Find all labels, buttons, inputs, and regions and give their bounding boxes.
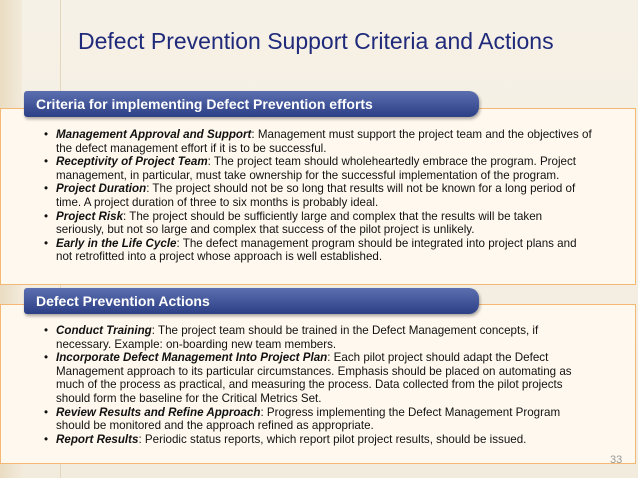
item-text: : Each pilot project should adapt the Defect Management approach to its particular circumstances. Emphasis should be placed on automating as much of the process as practical, and measuring the process. Data collected from the pilot projects should form the baseline for the Critical Metrics Set. — [56, 351, 572, 405]
list-item — [44, 182, 592, 209]
item-term: Receptivity of Project Team — [56, 155, 208, 169]
list-item — [44, 128, 592, 155]
bullet-icon: • — [44, 432, 49, 446]
item-text: : The defect management program should be integrated into project plans and not retrofitted into a project whose approach is well established. — [56, 236, 577, 264]
bullet-icon: • — [44, 351, 49, 365]
bullet-icon: • — [44, 182, 49, 196]
item-term: Report Results — [56, 432, 139, 446]
list-item — [44, 324, 592, 351]
bullet-icon: • — [44, 236, 49, 250]
item-term: Incorporate Defect Management Into Project Plan — [56, 351, 328, 365]
list-item — [44, 433, 592, 447]
item-text: : The project should not be so long that results will not be known for a long period of time. A project duration of three to six months is probably ideal. — [56, 182, 576, 209]
slide-title: Defect Prevention Support Criteria and Actions — [78, 28, 554, 54]
list-item — [44, 351, 592, 405]
item-term: Project Duration — [56, 182, 147, 196]
bullet-icon: • — [44, 209, 49, 223]
actions-heading: Defect Prevention Actions — [24, 288, 479, 314]
bullet-icon: • — [44, 155, 49, 169]
item-text: : Progress implementing the Defect Management Program should be monitored and the approach refined as appropriate. — [56, 405, 561, 433]
item-text: : Management must support the project team and the objectives of the defect management effort if it is to be successful. — [56, 128, 592, 155]
bullet-icon: • — [44, 324, 49, 337]
item-text: : The project team should wholeheartedly embrace the program. Project management, in particular, must take ownership for the successful implementation of the program. — [56, 155, 577, 182]
list-item — [44, 210, 592, 237]
item-text: : The project should be sufficiently large and complex that the results will be taken seriously, but not so large and complex that success of the pilot project is unlikely. — [56, 209, 543, 237]
list-item — [44, 237, 592, 264]
actions-list — [44, 324, 592, 446]
list-item — [44, 406, 592, 433]
list-item — [44, 155, 592, 182]
item-term: Review Results and Refine Approach — [56, 405, 261, 419]
bullet-icon: • — [44, 405, 49, 419]
page-number: 33 — [610, 454, 623, 466]
criteria-heading: Criteria for implementing Defect Prevention efforts — [24, 91, 479, 117]
criteria-list — [44, 128, 592, 264]
bullet-icon: • — [44, 128, 49, 141]
item-term: Early in the Life Cycle — [56, 236, 177, 250]
item-text: : The project team should be trained in the Defect Management concepts, if necessary. Example: on-boarding new team members. — [56, 324, 539, 351]
item-term: Conduct Training — [56, 324, 152, 337]
item-term: Management Approval and Support — [56, 128, 252, 141]
item-term: Project Risk — [56, 209, 124, 223]
item-text: : Periodic status reports, which report pilot project results, should be issued. — [138, 432, 527, 446]
